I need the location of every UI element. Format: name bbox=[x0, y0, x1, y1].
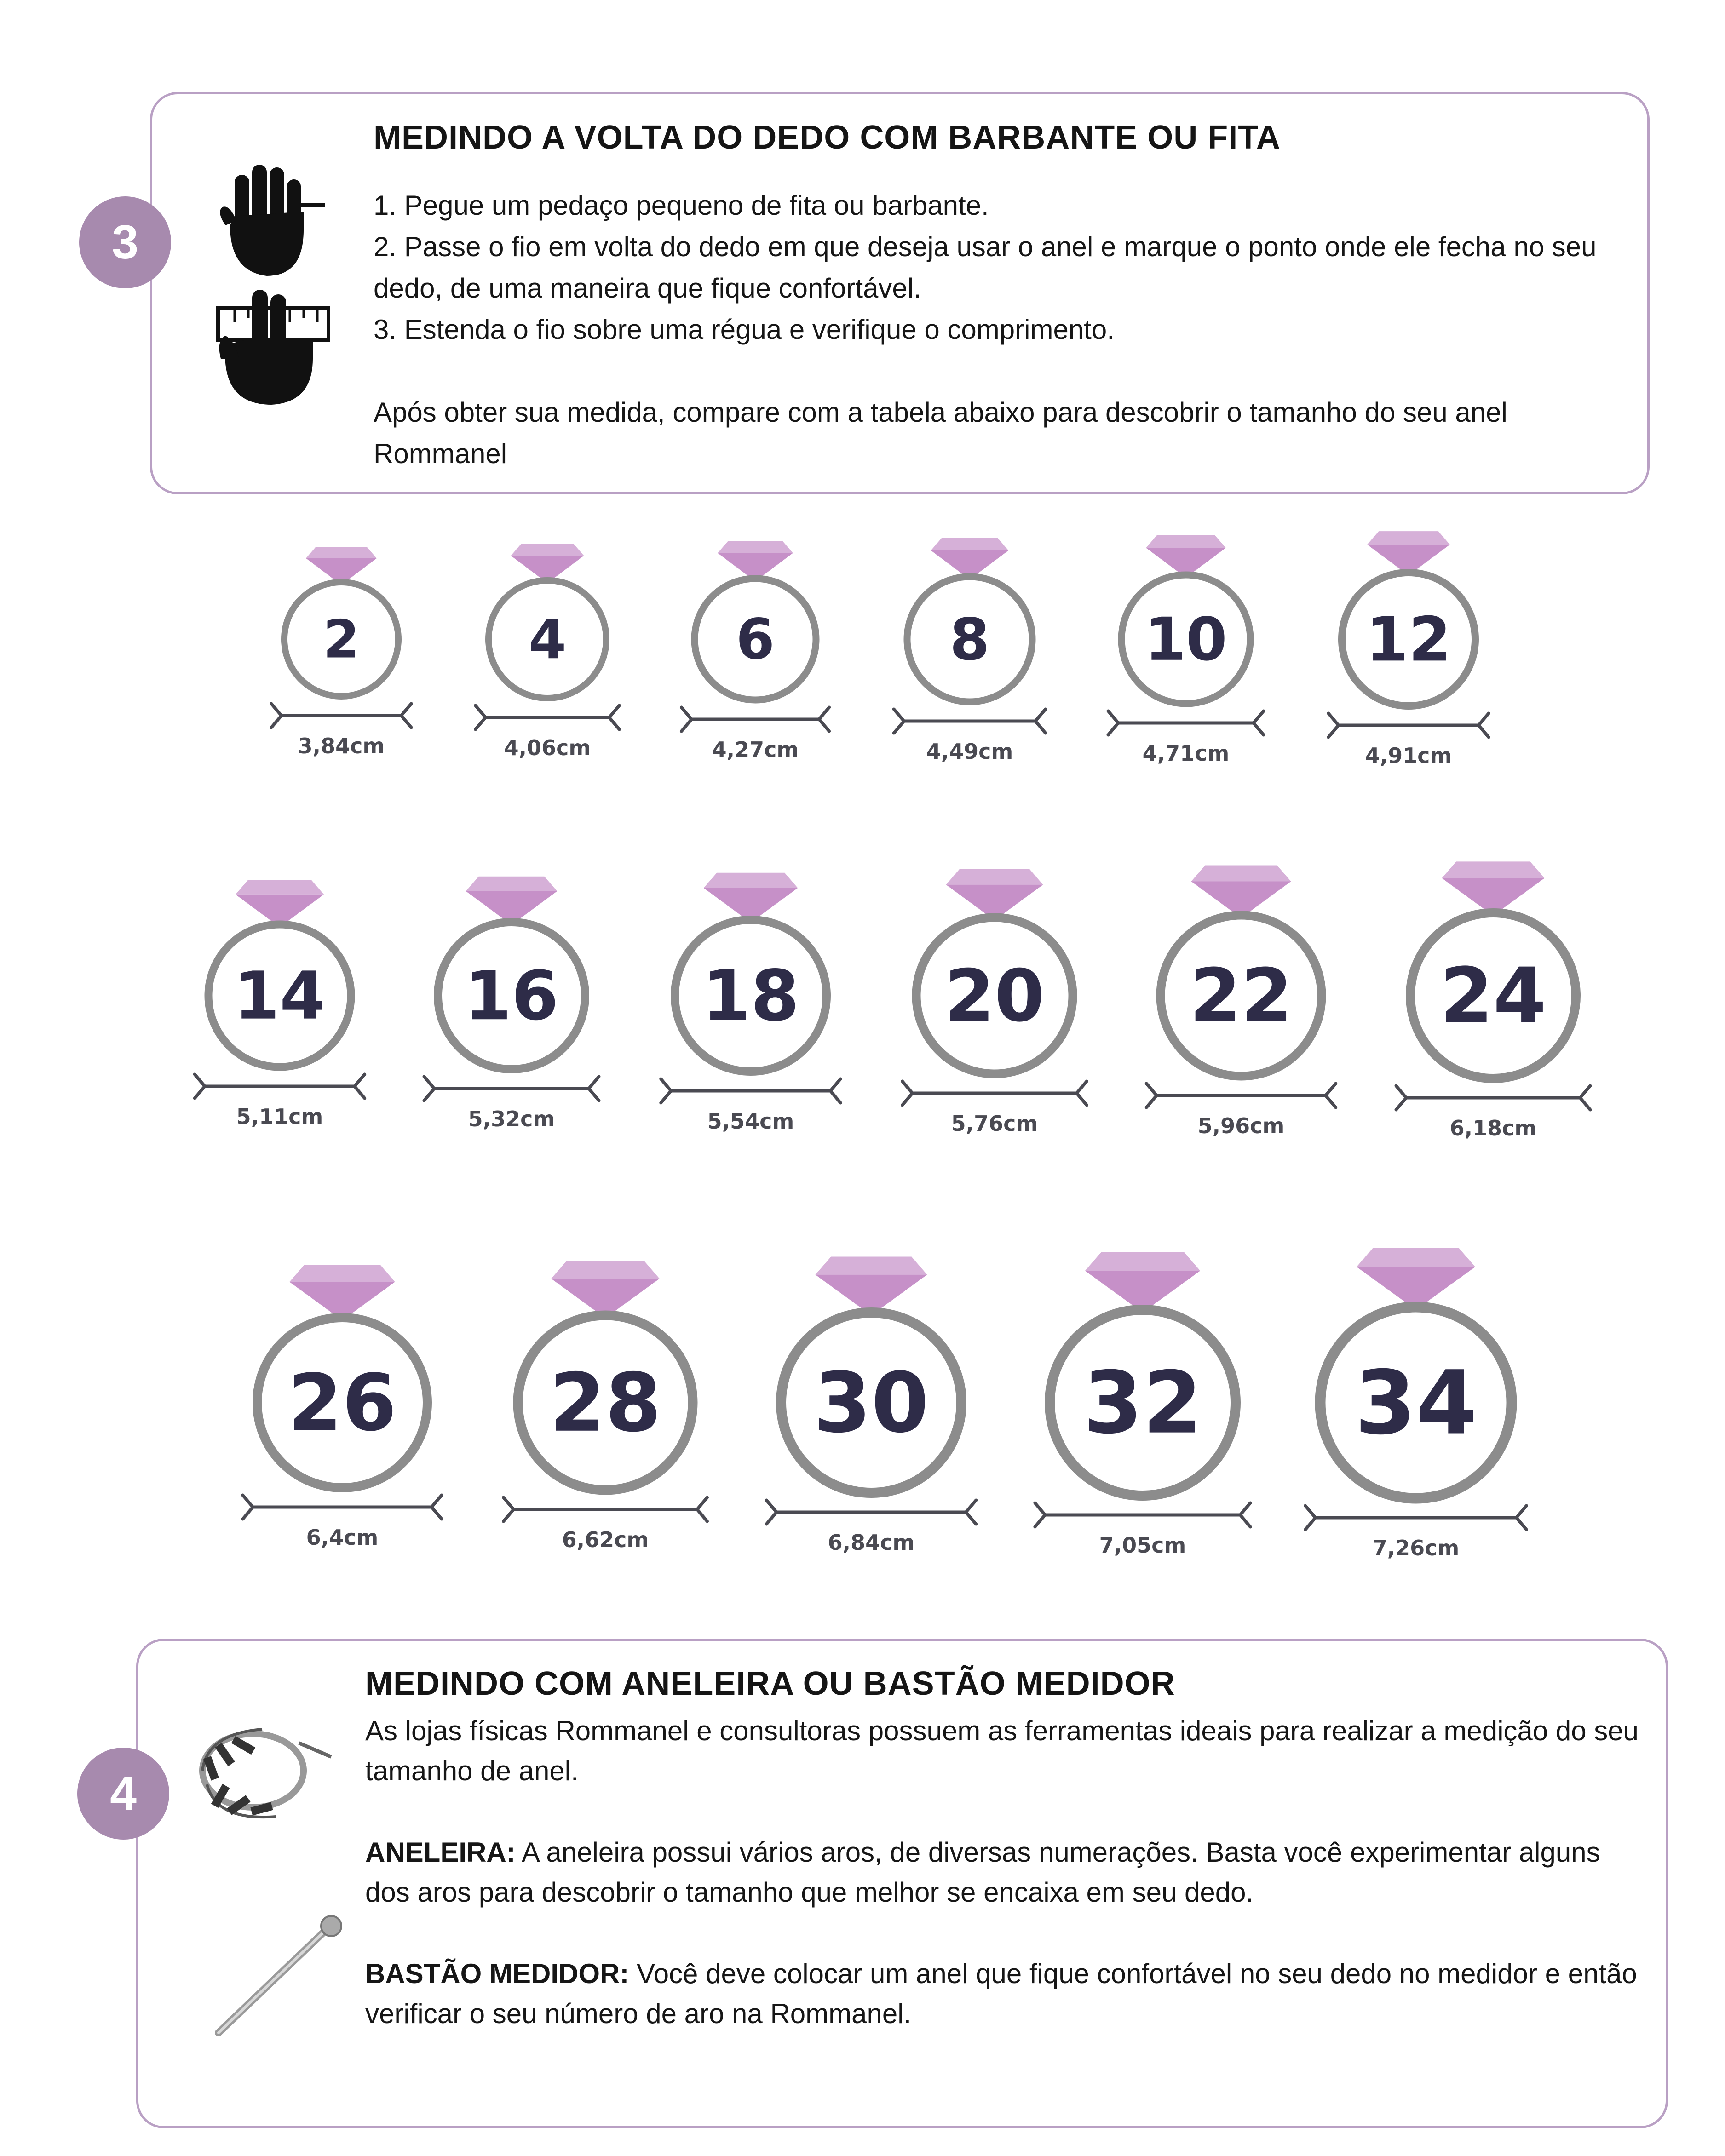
bastao-paragraph bbox=[365, 1954, 1644, 2034]
ring-circumference-label: 5,96cm bbox=[1197, 1113, 1285, 1138]
measure-bracket bbox=[681, 707, 829, 731]
ring-size-number: 22 bbox=[1189, 953, 1293, 1039]
ring-size-30 bbox=[766, 1256, 976, 1555]
bracket-end-left bbox=[243, 1495, 253, 1519]
bracket-end-right bbox=[1516, 1506, 1526, 1530]
tools-method-title: MEDINDO COM ANELEIRA OU BASTÃO MEDIDOR bbox=[365, 1665, 1175, 1702]
measure-bracket bbox=[1305, 1506, 1527, 1530]
aneleira-paragraph bbox=[365, 1832, 1644, 1912]
measure-bracket bbox=[903, 1081, 1087, 1105]
ring-size-22 bbox=[1146, 866, 1336, 1139]
gem-top bbox=[704, 873, 798, 888]
ring-size-14 bbox=[195, 880, 365, 1129]
measure-bracket bbox=[1396, 1086, 1590, 1110]
ring-size-6 bbox=[681, 541, 829, 762]
measure-bracket bbox=[1328, 713, 1489, 737]
bracket-end-left bbox=[476, 705, 486, 729]
ring-size-12 bbox=[1328, 531, 1489, 768]
ring-circumference-label: 3,84cm bbox=[298, 734, 385, 758]
bracket-end-right bbox=[355, 1074, 365, 1098]
bracket-end-left bbox=[1396, 1086, 1406, 1110]
measure-bracket bbox=[661, 1079, 841, 1103]
bracket-end-right bbox=[697, 1497, 707, 1521]
ring-size-4 bbox=[476, 544, 620, 760]
ring-size-10 bbox=[1108, 535, 1264, 766]
ring-sizer-icon bbox=[189, 1715, 340, 1835]
ring-circumference-label: 5,54cm bbox=[707, 1109, 794, 1134]
ring-circumference-label: 5,76cm bbox=[951, 1111, 1038, 1136]
aneleira-label: ANELEIRA: bbox=[365, 1837, 516, 1868]
ring-circumference-label: 4,71cm bbox=[1142, 741, 1230, 766]
bracket-end-right bbox=[1478, 713, 1489, 737]
bracket-end-right bbox=[401, 704, 411, 728]
ring-size-34 bbox=[1305, 1248, 1527, 1560]
gem-top bbox=[1085, 1252, 1200, 1271]
ring-circumference-label: 6,18cm bbox=[1449, 1116, 1537, 1141]
bracket-end-right bbox=[819, 707, 829, 731]
bracket-end-left bbox=[894, 709, 904, 733]
compare-note: Após obter sua medida, compare com a tabela abaixo para descobrir o tamanho do seu anel Rommanel bbox=[374, 397, 1507, 469]
ring-size-number: 10 bbox=[1144, 605, 1227, 674]
measure-bracket bbox=[1146, 1084, 1336, 1107]
measure-bracket bbox=[1035, 1503, 1250, 1527]
bracket-end-right bbox=[830, 1079, 840, 1103]
bracket-end-right bbox=[1077, 1081, 1087, 1105]
bracket-end-left bbox=[661, 1079, 671, 1103]
bracket-end-right bbox=[966, 1500, 976, 1524]
gem-top bbox=[289, 1265, 395, 1282]
measure-bracket bbox=[504, 1497, 707, 1521]
gem-top bbox=[306, 547, 377, 558]
bracket-end-left bbox=[766, 1500, 776, 1524]
ring-circumference-label: 6,62cm bbox=[562, 1527, 649, 1552]
instruction-step-2: 2. Passe o fio em volta do dedo em que deseja usar o anel e marque o ponto onde ele fecha no seu dedo, de uma maneira que fique confortável. bbox=[374, 231, 1597, 304]
gem-top bbox=[511, 544, 584, 556]
tools-method-text bbox=[365, 1711, 1644, 2034]
bastao-label: BASTÃO MEDIDOR: bbox=[365, 1958, 629, 1989]
bracket-end-left bbox=[195, 1074, 205, 1098]
ring-size-number: 18 bbox=[702, 955, 799, 1037]
ring-size-24 bbox=[1396, 861, 1590, 1141]
bracket-end-left bbox=[271, 704, 282, 728]
ring-circumference-label: 5,11cm bbox=[236, 1104, 323, 1129]
ring-size-8 bbox=[894, 538, 1046, 764]
ring-size-26 bbox=[243, 1265, 442, 1550]
measure-bracket bbox=[476, 705, 620, 729]
instruction-step-3: 3. Estenda o fio sobre uma régua e verifique o comprimento. bbox=[374, 314, 1115, 345]
measure-bracket bbox=[195, 1074, 365, 1098]
gem-top bbox=[551, 1261, 660, 1279]
bracket-end-left bbox=[903, 1081, 913, 1105]
ring-size-32 bbox=[1035, 1252, 1250, 1558]
ring-size-number: 20 bbox=[944, 954, 1045, 1038]
bracket-end-left bbox=[681, 707, 691, 731]
bracket-end-left bbox=[424, 1077, 434, 1101]
step-4-badge: 4 bbox=[77, 1748, 169, 1840]
aneleira-text: A aneleira possui vários aros, de diversas numerações. Basta você experimentar alguns dos aros para descobrir o tamanho que melhor se encaixa em seu dedo. bbox=[365, 1837, 1600, 1908]
measure-bracket bbox=[1108, 711, 1264, 735]
hand-icon bbox=[216, 161, 331, 405]
gem-top bbox=[718, 541, 793, 553]
bracket-end-right bbox=[1240, 1503, 1250, 1527]
gem-top bbox=[466, 877, 557, 891]
gem-top bbox=[1367, 531, 1450, 545]
ring-size-18 bbox=[661, 873, 841, 1134]
ring-size-number: 28 bbox=[549, 1356, 661, 1450]
measure-bracket bbox=[424, 1077, 599, 1101]
ring-circumference-label: 4,06cm bbox=[504, 735, 591, 760]
gem-top bbox=[815, 1256, 927, 1274]
mandrel-icon bbox=[209, 1913, 347, 2042]
string-method-title: MEDINDO A VOLTA DO DEDO COM BARBANTE OU FITA bbox=[374, 119, 1281, 156]
bracket-end-right bbox=[1326, 1084, 1336, 1107]
bracket-end-right bbox=[1254, 711, 1264, 735]
ring-circumference-label: 5,32cm bbox=[468, 1107, 555, 1131]
gem-top bbox=[1442, 861, 1544, 878]
bracket-end-left bbox=[1328, 713, 1339, 737]
ring-circumference-label: 6,4cm bbox=[306, 1525, 379, 1550]
ring-circumference-label: 7,26cm bbox=[1372, 1536, 1460, 1560]
ring-size-number: 32 bbox=[1083, 1353, 1202, 1453]
gem-top bbox=[946, 869, 1043, 885]
ring-circumference-label: 4,27cm bbox=[712, 737, 799, 762]
bracket-end-right bbox=[609, 705, 619, 729]
ring-size-20 bbox=[903, 869, 1087, 1136]
ring-size-number: 34 bbox=[1355, 1352, 1477, 1455]
tools-intro: As lojas físicas Rommanel e consultoras possuem as ferramentas ideais para realizar a medição do seu tamanho de anel. bbox=[365, 1715, 1639, 1786]
gem-top bbox=[1191, 866, 1291, 882]
bracket-end-right bbox=[589, 1077, 599, 1101]
instruction-step-1: 1. Pegue um pedaço pequeno de fita ou barbante. bbox=[374, 190, 989, 221]
ring-size-number: 12 bbox=[1366, 604, 1451, 676]
bracket-end-left bbox=[1108, 711, 1118, 735]
gem-top bbox=[236, 880, 324, 895]
measure-bracket bbox=[894, 709, 1046, 733]
ring-circumference-label: 4,49cm bbox=[926, 739, 1013, 764]
measure-bracket bbox=[271, 704, 411, 728]
bracket-end-right bbox=[431, 1495, 442, 1519]
ring-circumference-label: 4,91cm bbox=[1365, 743, 1452, 768]
ring-circumference-label: 7,05cm bbox=[1099, 1533, 1186, 1558]
ring-size-number: 26 bbox=[288, 1358, 397, 1449]
ring-size-number: 24 bbox=[1440, 952, 1547, 1041]
gem-top bbox=[931, 538, 1009, 550]
ring-size-number: 16 bbox=[464, 957, 559, 1036]
ring-size-number: 30 bbox=[813, 1355, 929, 1451]
ring-size-number: 8 bbox=[949, 606, 990, 673]
measure-bracket bbox=[243, 1495, 442, 1519]
gem-top bbox=[1357, 1248, 1475, 1267]
ring-size-2 bbox=[271, 547, 411, 758]
ring-size-number: 2 bbox=[323, 608, 360, 670]
ring-circumference-label: 6,84cm bbox=[828, 1530, 915, 1555]
ring-size-number: 14 bbox=[234, 957, 326, 1034]
string-method-instructions bbox=[374, 185, 1639, 475]
bracket-end-left bbox=[1305, 1506, 1316, 1530]
ring-size-16 bbox=[424, 877, 599, 1131]
bastao-text: Você deve colocar um anel que fique confortável no seu dedo no medidor e então verificar o seu número de aro na Rommanel. bbox=[365, 1958, 1637, 2029]
ring-size-number: 4 bbox=[528, 607, 567, 671]
bracket-end-left bbox=[1035, 1503, 1045, 1527]
ring-size-number: 6 bbox=[736, 607, 775, 672]
step-3-badge: 3 bbox=[79, 196, 171, 288]
bracket-end-right bbox=[1580, 1086, 1590, 1110]
bracket-end-left bbox=[504, 1497, 514, 1521]
gem-top bbox=[1146, 535, 1226, 548]
ring-size-chart bbox=[0, 497, 1725, 1600]
bracket-end-right bbox=[1035, 709, 1046, 733]
bracket-end-left bbox=[1146, 1084, 1156, 1107]
ring-size-28 bbox=[504, 1261, 707, 1552]
measure-bracket bbox=[766, 1500, 976, 1524]
